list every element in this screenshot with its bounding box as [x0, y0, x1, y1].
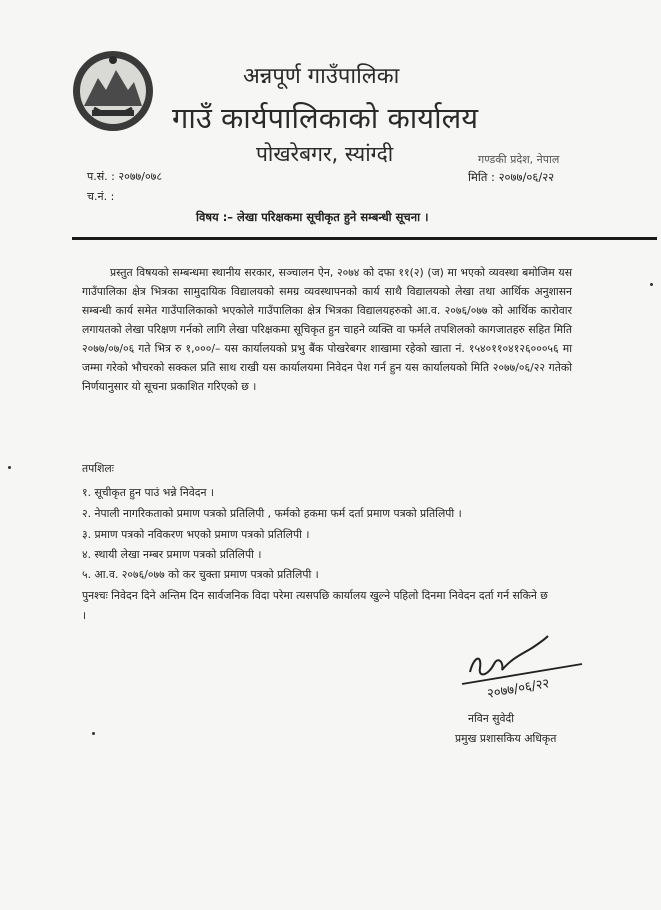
scan-speck	[92, 732, 95, 735]
dispatch-number: च.नं. :	[87, 190, 115, 203]
signer-title: प्रमुख प्रशासकिय अधिकृत	[455, 732, 557, 745]
list-item: ५. आ.व. २०७६/०७७ को कर चुक्ता प्रमाण पत्रको प्रतिलिपी ।	[82, 568, 319, 581]
list-item: १. सूचीकृत हुन पाउं भन्ने निवेदन ।	[82, 486, 214, 499]
notice-body: प्रस्तुत विषयको सम्बन्धमा स्थानीय सरकार, सञ्चालन ऐन, २०७४ को दफा ११(२) (ज) मा भएको व्यवस्था बमोजिम यस गाउँपालिका क्षेत्र भित्रका सामुदायिक विद्यालयको समग्र व्यवस्थापनको कार्य साथै विद्यालयको लेखा तथा आर्थिक अनुशासन सम्बन्धी कार्य समेत गाउँपालिकाको भएकोले गाउँपालिका क्षेत्र भित्रका विद्यालयहरुको आ.व. २०७६/०७७ को आर्थिक कारोवार लगायतको लेखा परिक्षण गर्नको लागि लेखा परिक्षकमा सूचिकृत हुन चाहने व्यक्ति वा फर्मले तपशिलको कागजातहरु सहित मिति २०७७/०७/०६ गते भित्र रु १,०००/– यस कार्यालयको प्रभु बैंक पोखरेबगर शाखामा रहेको खाता नं. १५४०११०४१२६०००५६ मा जम्मा गरेको भौचरको सक्कल प्रति साथ राखी यस कार्यालयमा निवेदन पेश गर्न हुन यस कार्यालयको मिति २०७७/०६/२२ गतेको निर्णयानुसार यो सूचना प्रकाशित गरिएको छ ।	[82, 266, 572, 393]
list-item: ३. प्रमाण पत्रको नविकरण भएको प्रमाण पत्रको प्रतिलिपी ।	[82, 528, 310, 541]
office-name: गाउँ कार्यपालिकाको कार्यालय	[172, 101, 479, 135]
scan-speck	[650, 283, 653, 286]
details-label: तपशिलः	[82, 462, 114, 475]
postscript: पुनश्चः निवेदन दिने अन्तिम दिन सार्वजनिक विदा परेमा त्यसपछि कार्यालय खुल्ने पहिलो दिनमा निवेदन दर्ता गर्न सकिने छ ।	[82, 589, 548, 622]
signature-date: २०७७/०६/२२	[486, 676, 551, 702]
place-name: पोखरेबगर, स्यांग्दी	[256, 142, 394, 166]
signature-image	[452, 626, 592, 706]
province-label: गण्डकी प्रदेश, नेपाल	[478, 153, 560, 166]
reference-number: प.सं. : २०७७/०७८	[87, 170, 163, 183]
header-divider	[72, 237, 657, 240]
notice-date: मिति : २०७७/०६/२२	[468, 170, 555, 184]
list-item: ४. स्थायी लेखा नम्बर प्रमाण पत्रको प्रतिलिपी ।	[82, 548, 262, 561]
list-item: २. नेपाली नागरिकताको प्रमाण पत्रको प्रतिलिपी , फर्मको हकमा फर्म दर्ता प्रमाण पत्रको प्रतिलिपी ।	[82, 507, 462, 520]
signer-name: नविन सुवेदी	[468, 712, 515, 725]
scan-speck	[8, 466, 11, 469]
subject-line: विषय :– लेखा परिक्षकमा सूचीकृत हुने सम्बन्धी सूचना ।	[196, 210, 429, 224]
org-name: अन्नपूर्ण गाउँपालिका	[243, 64, 400, 89]
nepal-emblem-icon	[70, 48, 156, 134]
